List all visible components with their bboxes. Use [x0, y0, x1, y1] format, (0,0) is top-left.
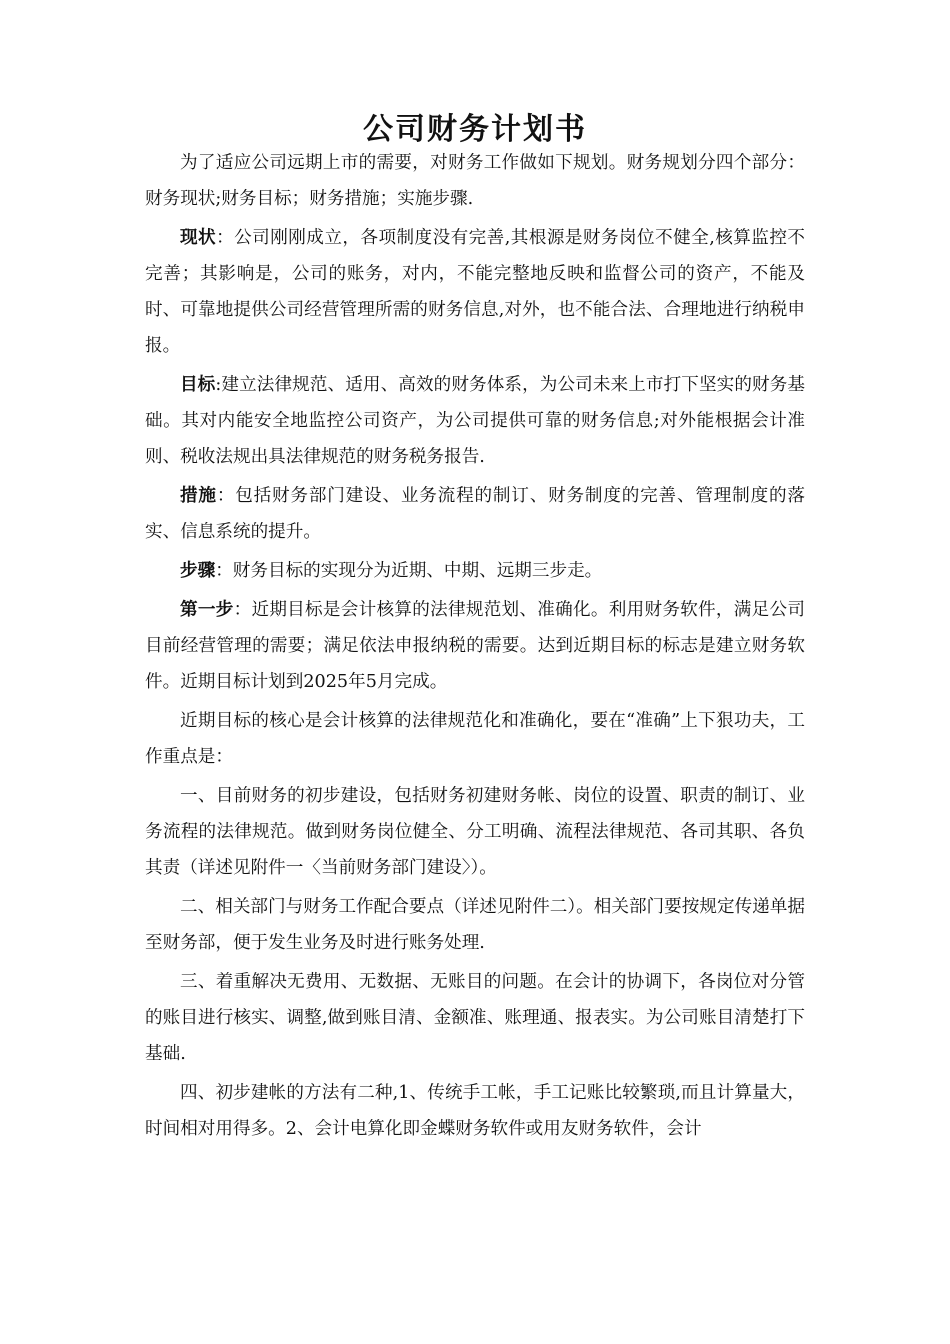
paragraph-lead: 步骤: [180, 560, 216, 581]
paragraph-item-2: [145, 889, 805, 961]
paragraph-lead: 目标: [180, 374, 216, 395]
paragraph-status: [145, 220, 805, 364]
document-body: [145, 145, 805, 1147]
paragraph-intro: [145, 145, 805, 217]
paragraph-text: 四、初步建帐的方法有二种,1、传统手工帐，手工记账比较繁琐,而且计算量大，时间相对用得多。2、会计电算化即金蝶财务软件或用友财务软件，会计: [145, 1083, 805, 1139]
paragraph-text: ：公司刚刚成立，各项制度没有完善,其根源是财务岗位不健全,核算监控不完善；其影响是，公司的账务，对内，不能完整地反映和监督公司的资产，不能及时、可靠地提供公司经营管理所需的财务信息,对外，也不能合法、合理地进行纳税申报。: [145, 228, 805, 356]
paragraph-text: 二、相关部门与财务工作配合要点（详述见附件二）。相关部门要按规定传递单据至财务部，便于发生业务及时进行账务处理.: [145, 897, 805, 953]
paragraph-lead: 措施: [180, 485, 217, 506]
paragraph-item-1: [145, 778, 805, 886]
paragraph-text: 三、着重解决无费用、无数据、无账目的问题。在会计的协调下，各岗位对分管的账目进行核实、调整,做到账目清、金额准、账理通、报表实。为公司账目清楚打下基础.: [145, 972, 805, 1064]
paragraph-core: [145, 703, 805, 775]
paragraph-item-3: [145, 964, 805, 1072]
document-title: 公司财务计划书: [363, 112, 587, 147]
paragraph-lead: 第一步: [180, 599, 234, 620]
paragraph-steps: [145, 553, 805, 589]
paragraph-measures: [145, 478, 805, 550]
paragraph-text: ：包括财务部门建设、业务流程的制订、财务制度的完善、管理制度的落实、信息系统的提升。: [145, 486, 805, 542]
paragraph-text: :建立法律规范、适用、高效的财务体系，为公司未来上市打下坚实的财务基础。其对内能安全地监控公司资产，为公司提供可靠的财务信息;对外能根据会计准则、税收法规出具法律规范的财务税务报告.: [145, 375, 805, 467]
paragraph-text: 一、目前财务的初步建设，包括财务初建财务帐、岗位的设置、职责的制订、业务流程的法律规范。做到财务岗位健全、分工明确、流程法律规范、各司其职、各负其责（详述见附件一〈当前财务部门建设〉）。: [145, 786, 805, 878]
paragraph-text: 近期目标的核心是会计核算的法律规范化和准确化，要在“准确”上下狠功夫，工作重点是：: [145, 711, 805, 767]
paragraph-text: 为了适应公司远期上市的需要，对财务工作做如下规划。财务规划分四个部分：财务现状;财务目标；财务措施；实施步骤.: [145, 153, 805, 209]
paragraph-item-4: [145, 1075, 805, 1147]
paragraph-text: ：财务目标的实现分为近期、中期、远期三步走。: [215, 561, 603, 581]
paragraph-lead: 现状: [180, 227, 217, 248]
paragraph-step-one: [145, 592, 805, 700]
paragraph-goal: [145, 367, 805, 475]
paragraph-text: ：近期目标是会计核算的法律规范划、准确化。利用财务软件，满足公司目前经营管理的需要；满足依法申报纳税的需要。达到近期目标的标志是建立财务软件。近期目标计划到2025年5月完成。: [145, 600, 805, 692]
